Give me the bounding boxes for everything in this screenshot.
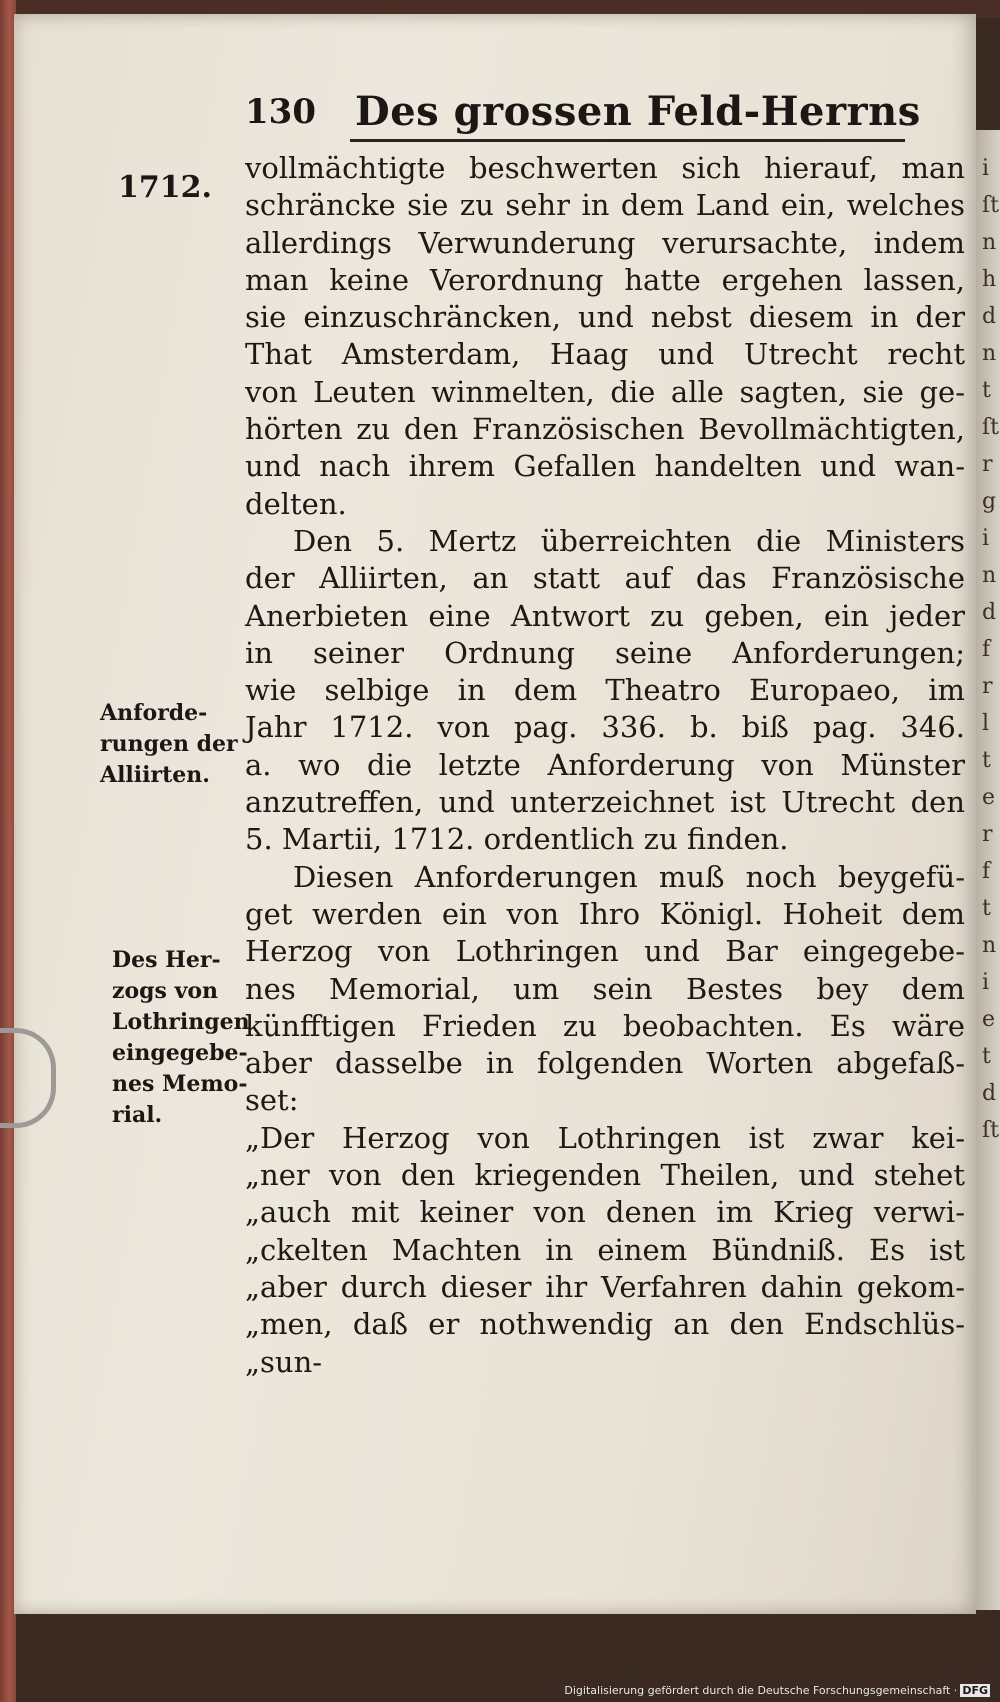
next-page-letter: t (982, 896, 991, 921)
next-page-letter: d (982, 1081, 997, 1106)
next-page-letter: d (982, 304, 997, 329)
text-line: delten. (245, 486, 347, 521)
text-line: get werden ein von Ihro Königl. Hoheit dem (245, 896, 965, 931)
text-line: Diesen Anforderungen muß noch beygefü- (293, 859, 965, 894)
text-line: set: (245, 1083, 299, 1118)
text-line: „sun- (245, 1344, 323, 1379)
margin-note-line: Anforde- (100, 700, 208, 726)
text-line: aber dasselbe in folgenden Worten abgefaß- (245, 1046, 965, 1081)
text-line: von Leuten winmelten, die alle sagten, sie ge- (245, 374, 965, 409)
next-page-letter: d (982, 600, 997, 625)
margin-note-line: Lothringen (112, 1009, 250, 1035)
text-line: That Amsterdam, Haag und Utrecht recht (245, 337, 965, 372)
next-page-letter: e (982, 1007, 996, 1032)
header-rule (350, 139, 905, 142)
next-page-letter: i (982, 526, 990, 551)
text-line: a. wo die letzte Anforderung von Münster (245, 747, 965, 782)
text-line: „aber durch dieser ihr Verfahren dahin gekom- (245, 1269, 965, 1304)
next-page-letter: n (982, 341, 997, 366)
text-line: wie selbige in dem Theatro Europaeo, im (245, 673, 965, 708)
margin-note-line: rungen der (100, 731, 238, 757)
next-page-letter: h (982, 267, 997, 292)
text-line: Herzog von Lothringen und Bar eingegebe- (245, 934, 965, 969)
text-line: künfftigen Frieden zu beobachten. Es wäre (245, 1008, 965, 1043)
text-line: Anerbieten eine Antwort zu geben, ein jeder (245, 598, 965, 633)
text-line: „men, daß er nothwendig an den Endschlüs- (245, 1307, 965, 1342)
next-page-letter: n (982, 933, 997, 958)
next-page-text-fragments (982, 150, 1000, 1350)
next-page-letter: r (982, 674, 993, 699)
margin-note-line: eingegebe- (112, 1040, 248, 1066)
text-line: „Der Herzog von Lothringen ist zwar kei- (245, 1120, 965, 1155)
margin-note-anforderungen (100, 698, 238, 791)
text-line: Den 5. Mertz überreichten die Ministers (293, 523, 965, 558)
credit-text: Digitalisierung gefördert durch die Deutsche Forschungsgemeinschaft · (564, 1684, 958, 1697)
next-page-letter: n (982, 563, 997, 588)
text-line: vollmächtigte beschwerten sich hierauf, man (245, 151, 965, 185)
dfg-logo: DFG (962, 1684, 988, 1697)
next-page-letter: t (982, 378, 991, 403)
text-line: allerdings Verwunderung verursachte, indem (245, 225, 965, 260)
next-page-letter: t (982, 748, 991, 773)
margin-note-line: nes Memo- (112, 1071, 248, 1097)
text-line: sie einzuschräncken, und nebst diesem in der (245, 300, 965, 335)
text-line: der Alliirten, an statt auf das Französische (245, 561, 965, 596)
next-page-letter: i (982, 970, 990, 995)
next-page-letter: ſt (982, 1118, 999, 1143)
page-header (245, 88, 945, 142)
text-line: hörten zu den Französischen Bevollmächtigten, (245, 412, 965, 447)
margin-note-memorial (112, 945, 250, 1131)
next-page-letter: t (982, 1044, 991, 1069)
text-line: man keine Verordnung hatte ergehen lassen, (245, 262, 965, 297)
next-page-letter: r (982, 822, 993, 847)
margin-note-line: zogs von (112, 978, 219, 1004)
next-page-letter: f (982, 859, 991, 884)
margin-note-line: rial. (112, 1102, 163, 1128)
margin-note-line: Alliirten. (100, 762, 210, 788)
text-line: 5. Martii, 1712. ordentlich zu finden. (245, 822, 789, 857)
digitization-credit (564, 1684, 990, 1697)
next-page-letter: n (982, 230, 997, 255)
margin-note-line: Des Her- (112, 947, 221, 973)
page-number: 130 (245, 92, 316, 132)
margin-year: 1712. (118, 170, 212, 205)
next-page-letter: r (982, 452, 993, 477)
running-head: Des grossen Feld-Herrns (355, 88, 921, 135)
next-page-letter: f (982, 637, 991, 662)
next-page-letter: g (982, 489, 997, 514)
text-line: und nach ihrem Gefallen handelten und wan- (245, 449, 965, 484)
text-line: „ner von den kriegenden Theilen, und stehet (245, 1158, 965, 1193)
next-page-letter: e (982, 785, 996, 810)
text-line: „ckelten Machten in einem Bündniß. Es ist (245, 1232, 965, 1267)
text-line: Jahr 1712. von pag. 336. b. biß pag. 346. (245, 710, 965, 745)
next-page-letter: ſt (982, 193, 999, 218)
text-line: nes Memorial, um sein Bestes bey dem (245, 971, 965, 1006)
body-text (245, 150, 965, 1381)
text-line: in seiner Ordnung seine Anforderungen; (245, 635, 965, 670)
next-page-letter: l (982, 711, 990, 736)
next-page-letter: ſt (982, 415, 999, 440)
text-line: anzutreffen, und unterzeichnet ist Utrecht den (245, 785, 965, 820)
next-page-letter: i (982, 156, 990, 181)
text-line: schräncke sie zu sehr in dem Land ein, welches (245, 188, 965, 223)
text-line: „auch mit keiner von denen im Krieg verwi- (245, 1195, 965, 1230)
